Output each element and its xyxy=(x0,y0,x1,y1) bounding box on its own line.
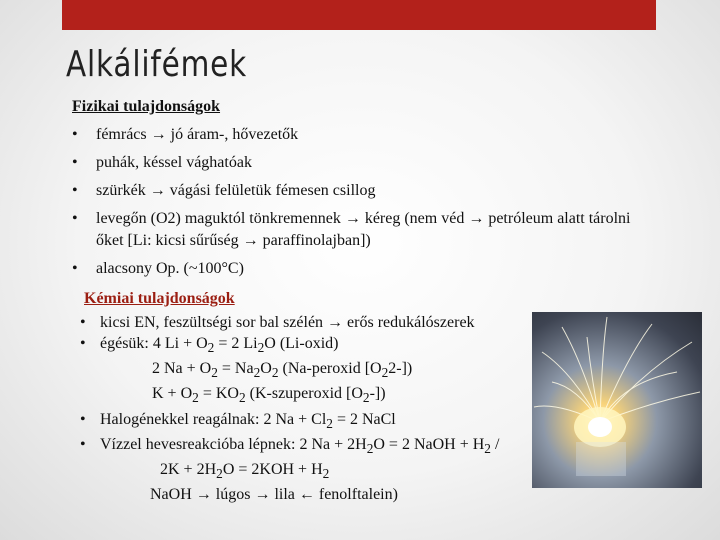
subscript: 2 xyxy=(322,466,330,482)
bullet: • xyxy=(80,335,86,352)
subscript: 2 xyxy=(238,390,246,406)
list-item xyxy=(80,333,600,358)
slide-title: Alkálifémek xyxy=(66,44,248,85)
chemical-list xyxy=(80,312,600,505)
list-item-text: szürkék → vágási felületük fémesen csillog xyxy=(96,182,376,199)
bullet: • xyxy=(72,154,78,171)
equation-text: = KO xyxy=(198,385,239,403)
list-item xyxy=(80,434,600,459)
equation-text: (K-szuperoxid [O xyxy=(245,385,363,403)
equation-text: O xyxy=(260,360,272,378)
list-item xyxy=(72,208,642,252)
list-item xyxy=(72,152,642,174)
bullet: • xyxy=(80,314,86,331)
subscript: 2 xyxy=(381,365,389,381)
list-item-text: kicsi EN, feszültségi sor bal szélén → erős redukálószerek xyxy=(100,314,475,331)
list-item xyxy=(80,409,600,434)
list-item xyxy=(72,258,642,280)
list-item-text: levegőn (O2) maguktól tönkremennek → kéreg (nem véd → petróleum alatt tárolni őket [Li: kicsi sűrűség → paraffinolajban]) xyxy=(96,210,631,249)
equation-text: -]) xyxy=(369,385,386,403)
equation-text: 2K + 2H xyxy=(160,460,217,478)
chemical-heading: Kémiai tulajdonságok xyxy=(84,290,235,307)
sparks-illustration xyxy=(532,312,702,488)
list-item xyxy=(80,312,600,333)
subscript: 2 xyxy=(257,340,265,356)
equation-text: (Na-peroxid [O xyxy=(278,360,382,378)
list-item xyxy=(72,124,642,146)
equation-text: = 2 Li xyxy=(214,335,258,352)
subscript: 2 xyxy=(484,440,491,456)
subscript: 2 xyxy=(211,365,218,381)
physical-heading: Fizikai tulajdonságok xyxy=(72,98,221,115)
equation-line xyxy=(80,484,600,505)
physical-list xyxy=(72,124,642,286)
list-item xyxy=(72,180,642,202)
equation-text: K + O xyxy=(152,385,193,403)
subscript: 2 xyxy=(216,466,223,482)
equation-line xyxy=(80,383,600,408)
bullet: • xyxy=(72,182,78,199)
equation-text: O (Li-oxid) xyxy=(264,335,339,352)
equation-text: Vízzel hevesreakcióba lépnek: 2 Na + 2H xyxy=(100,435,367,453)
subscript: 2 xyxy=(192,390,199,406)
equation-text: égésük: 4 Li + O xyxy=(100,335,208,352)
bullet: • xyxy=(72,260,78,277)
bullet: • xyxy=(80,435,86,453)
subscript: 2 xyxy=(326,415,333,431)
equation-text: O = 2 NaOH + H xyxy=(373,435,485,453)
equation-text: / xyxy=(490,435,500,453)
equation-text: = Na xyxy=(217,360,254,378)
bullet: • xyxy=(72,210,78,227)
subscript: 2 xyxy=(366,440,374,456)
subscript: 2 xyxy=(271,365,279,381)
bullet: • xyxy=(72,126,78,143)
equation-text: NaOH → lúgos → lila ← fenolftalein) xyxy=(150,486,398,504)
bullet: • xyxy=(80,410,86,428)
equation-line xyxy=(80,358,600,383)
title-accent-bar xyxy=(62,0,656,30)
reaction-photo xyxy=(532,312,702,488)
equation-text: O = 2KOH + H xyxy=(222,460,323,478)
equation-text: Halogénekkel reagálnak: 2 Na + Cl xyxy=(100,410,327,428)
equation-text: 2-]) xyxy=(388,360,413,378)
equation-text: 2 Na + O xyxy=(152,360,212,378)
list-item-text: puhák, késsel vághatóak xyxy=(96,154,252,171)
list-item-text: alacsony Op. (~100°C) xyxy=(96,260,244,277)
subscript: 2 xyxy=(207,340,215,356)
subscript: 2 xyxy=(253,365,261,381)
equation-line xyxy=(80,459,600,484)
subscript: 2 xyxy=(362,390,370,406)
equation-text: = 2 NaCl xyxy=(332,410,396,428)
list-item-text: fémrács → jó áram-, hővezetők xyxy=(96,126,299,143)
